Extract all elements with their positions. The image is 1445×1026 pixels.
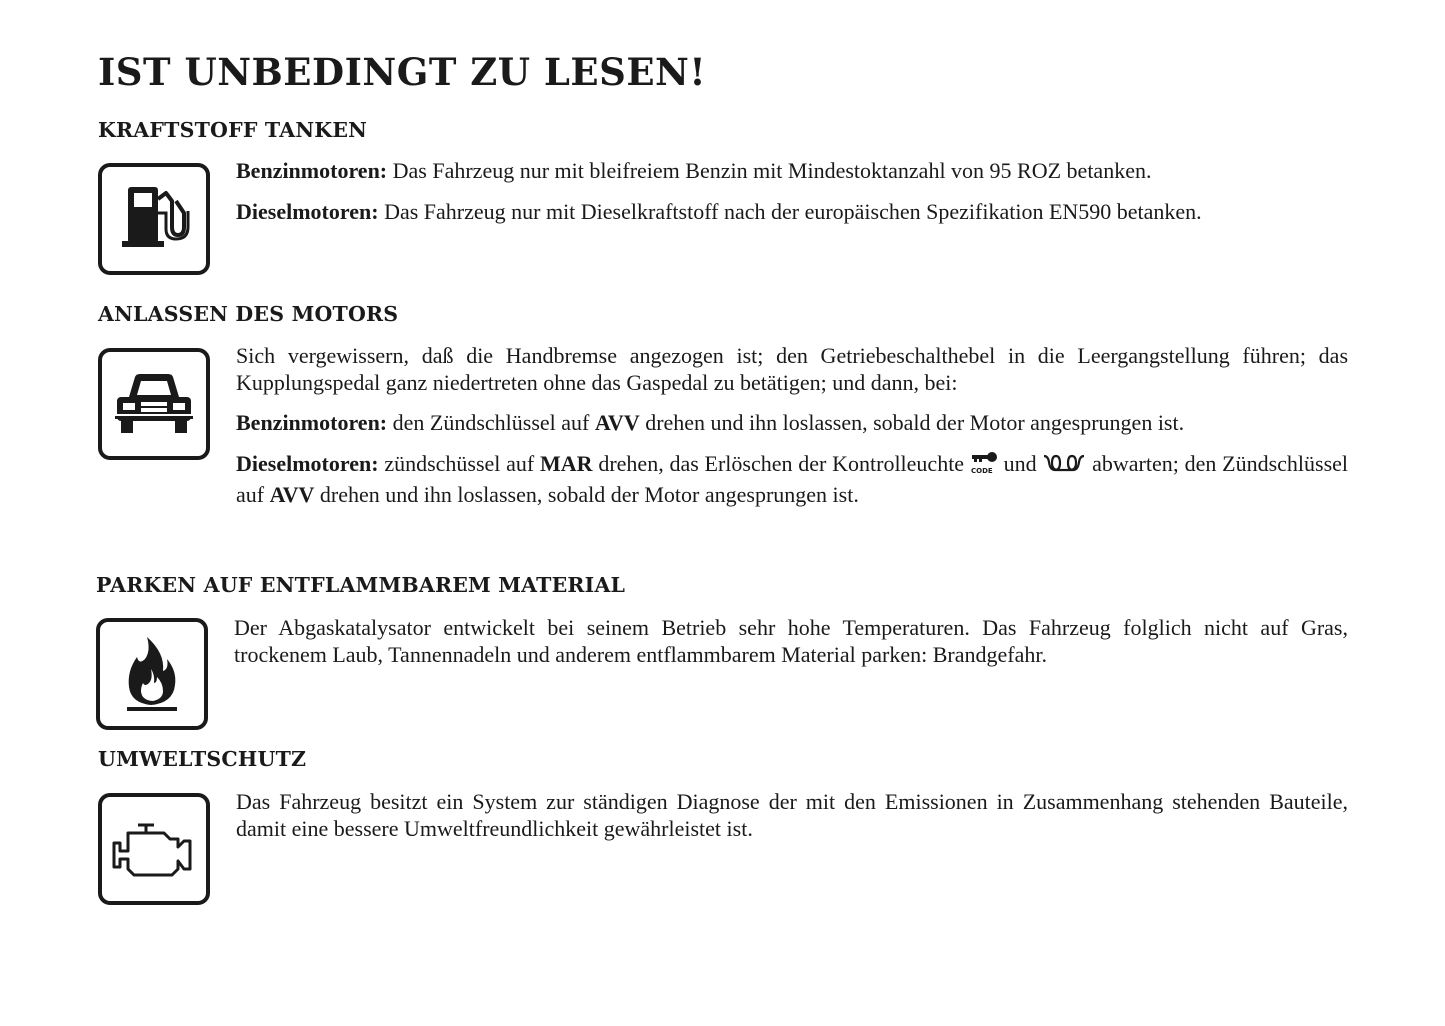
start-petrol-label: Benzinmotoren: — [236, 410, 388, 435]
avv-label-2: AVV — [269, 481, 315, 507]
start-petrol-text-2: drehen und ihn loslassen, sobald der Motor angesprungen ist. — [639, 410, 1185, 435]
fuel-pump-icon — [114, 179, 194, 259]
diesel-text: Das Fahrzeug nur mit Dieselkraftstoff nach der europäischen Spezifikation EN590 betanken. — [378, 199, 1202, 224]
environment-paragraph: Das Fahrzeug besitzt ein System zur ständigen Diagnose der mit den Emissionen in Zusammenhang stehenden Bauteile, damit eine bessere Umweltfreundlichkeit gewährleistet ist. — [236, 789, 1348, 841]
start-diesel-text-4: abwarten; den Zündschlüssel auf — [236, 451, 1349, 507]
avv-label: AVV — [594, 410, 640, 435]
fuel-diesel-paragraph — [236, 198, 1348, 225]
section-heading-start: ANLASSEN DES MOTORS — [98, 302, 399, 326]
section-heading-environment: UMWELTSCHUTZ — [98, 747, 307, 771]
parking-paragraph: Der Abgaskatalysator entwickelt bei seinem Betrieb sehr hohe Temperaturen. Das Fahrzeug folglich nicht auf Gras, trockenem Laub, Tannennadeln und anderem entflammbarem Material parken: Brandgefahr. — [234, 615, 1348, 667]
petrol-text: Das Fahrzeug nur mit bleifreiem Benzin mit Mindestoktanzahl von 95 ROZ betanken. — [387, 158, 1152, 183]
key-code-icon — [970, 451, 998, 481]
flame-icon — [117, 633, 187, 715]
page-title: IST UNBEDINGT ZU LESEN! — [98, 50, 707, 94]
start-intro-paragraph: Sich vergewissern, daß die Handbremse angezogen ist; den Getriebeschalthebel in die Leergangstellung führen; das Kupplungspedal ganz niedertreten ohne das Gaspedal zu betätigen; und dann, bei: — [236, 343, 1348, 395]
car-icon-box — [98, 348, 210, 460]
engine-icon — [112, 819, 196, 879]
start-petrol-paragraph — [236, 409, 1348, 436]
start-diesel-text-5: drehen und ihn loslassen, sobald der Motor angesprungen ist. — [314, 481, 859, 507]
section-heading-parking: PARKEN AUF ENTFLAMMBAREM MATERIAL — [96, 573, 626, 597]
code-label: CODE — [970, 466, 993, 475]
start-petrol-text-1: den Zündschlüssel auf — [387, 410, 595, 435]
fuel-icon-box — [98, 163, 210, 275]
start-diesel-paragraph — [236, 450, 1348, 508]
engine-icon-box — [98, 793, 210, 905]
start-diesel-text-1: zündschüssel auf — [378, 451, 541, 476]
start-diesel-text-2: drehen, das Erlöschen der Kontrolleuchte — [592, 451, 970, 476]
diesel-label: Dieselmotoren: — [236, 199, 379, 224]
start-diesel-text-3: und — [997, 451, 1043, 476]
car-front-icon — [113, 369, 195, 439]
fuel-petrol-paragraph — [236, 157, 1348, 184]
mar-label: MAR — [540, 451, 593, 476]
petrol-label: Benzinmotoren: — [236, 158, 388, 183]
section-heading-fuel: KRAFTSTOFF TANKEN — [98, 118, 368, 142]
flame-icon-box — [96, 618, 208, 730]
glow-plug-icon — [1042, 452, 1086, 480]
start-diesel-label: Dieselmotoren: — [236, 451, 379, 476]
